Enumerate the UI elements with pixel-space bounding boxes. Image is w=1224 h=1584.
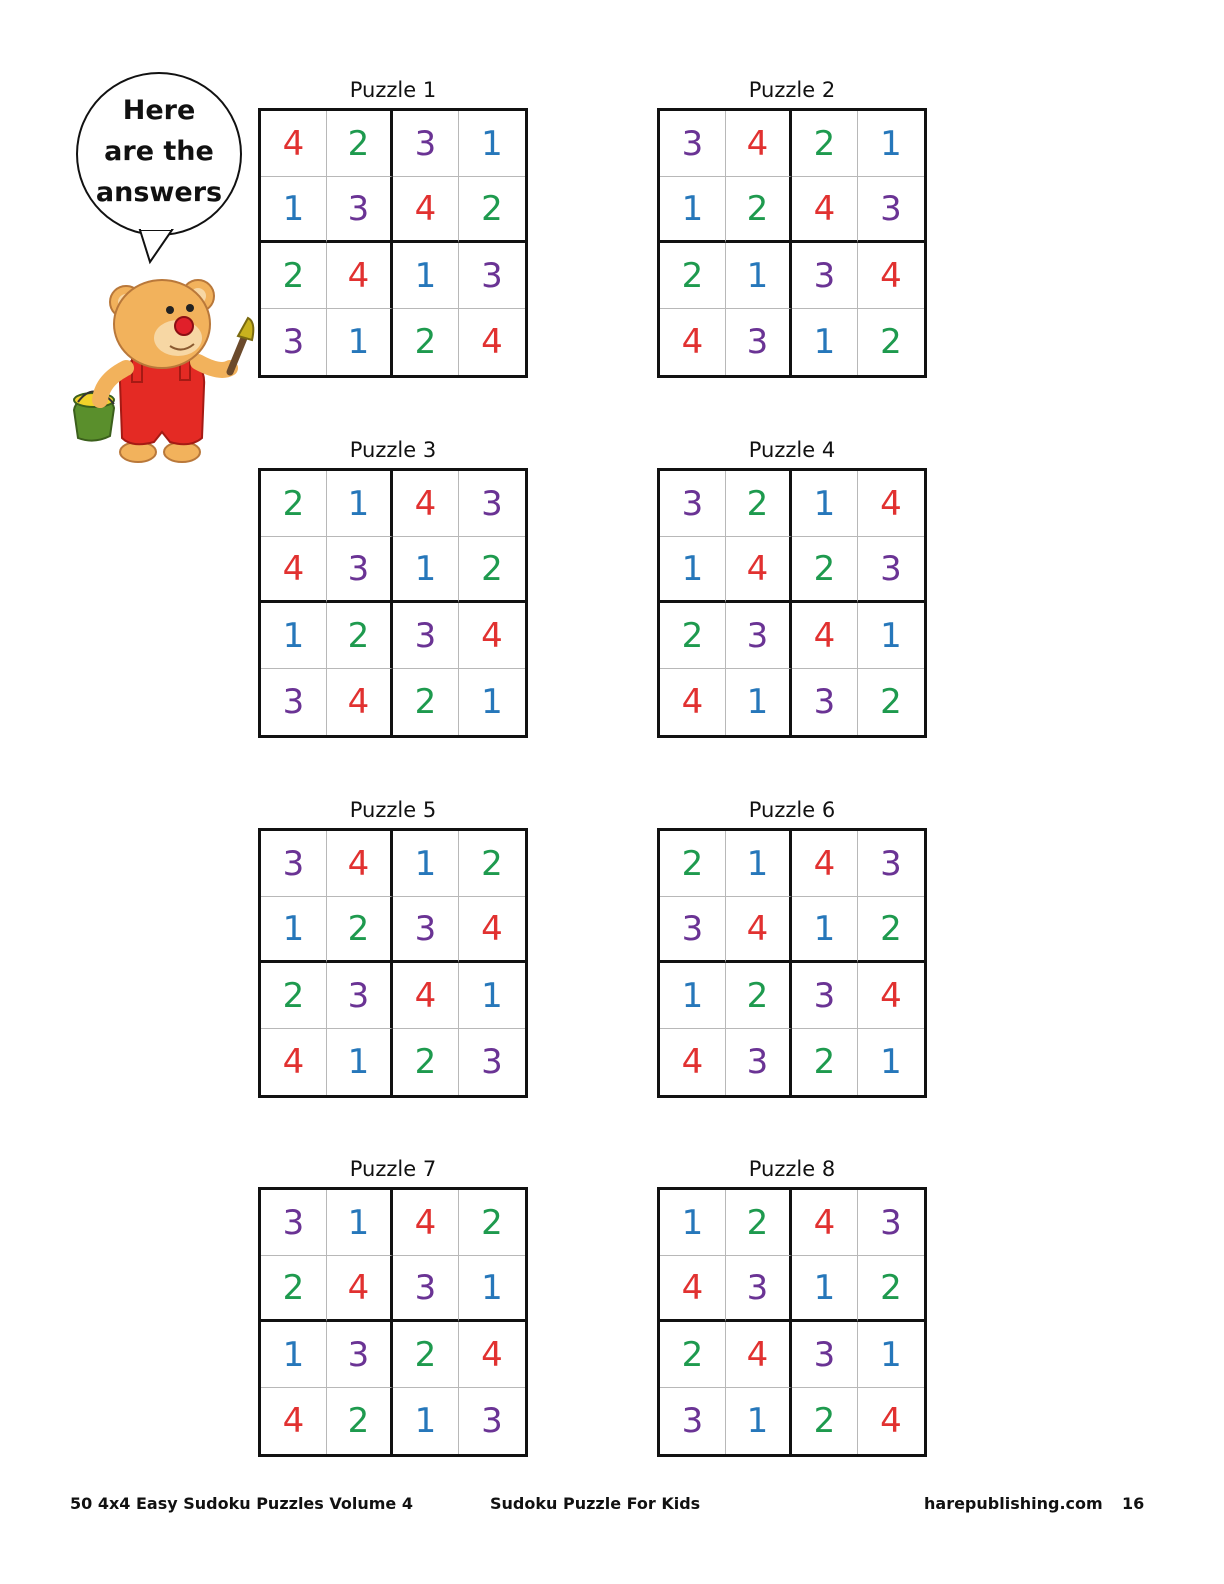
sudoku-grid xyxy=(657,468,927,738)
footer-book-title: 50 4x4 Easy Sudoku Puzzles Volume 4 xyxy=(70,1494,413,1513)
sudoku-grid xyxy=(258,828,528,1098)
puzzle-title: Puzzle 1 xyxy=(349,78,437,102)
grid-cell: 4 xyxy=(261,1388,327,1454)
grid-cell: 2 xyxy=(880,322,902,362)
grid-cell: 1 xyxy=(459,111,525,177)
grid-cell: 3 xyxy=(792,669,858,735)
grid-cell: 1 xyxy=(327,1029,393,1095)
grid-cell: 1 xyxy=(481,682,503,722)
grid-cell: 4 xyxy=(393,1190,459,1256)
grid-cell: 1 xyxy=(858,603,924,669)
grid-cell: 2 xyxy=(726,471,792,537)
grid-cell: 3 xyxy=(792,963,858,1029)
grid-cell: 4 xyxy=(327,1256,393,1322)
puzzle-title: Puzzle 2 xyxy=(748,78,836,102)
grid-cell: 2 xyxy=(261,471,327,537)
grid-cell: 1 xyxy=(792,1256,858,1322)
grid-cell: 2 xyxy=(327,897,393,963)
grid-cell: 1 xyxy=(660,1190,726,1256)
grid-cell: 2 xyxy=(459,177,525,243)
grid-cell: 3 xyxy=(327,177,393,243)
grid-cell: 2 xyxy=(660,1322,726,1388)
grid-cell: 2 xyxy=(393,309,459,375)
grid-cell: 2 xyxy=(459,831,525,897)
paintbrush-icon xyxy=(230,318,253,372)
grid-cell: 1 xyxy=(261,897,327,963)
grid-cell: 3 xyxy=(393,111,459,177)
grid-cell: 4 xyxy=(393,963,459,1029)
grid-cell: 3 xyxy=(261,309,327,375)
grid-cell: 1 xyxy=(726,243,792,309)
grid-cell: 3 xyxy=(261,669,327,735)
sudoku-grid xyxy=(657,1187,927,1457)
grid-cell: 3 xyxy=(459,243,525,309)
grid-cell: 2 xyxy=(393,1322,459,1388)
grid-cell: 4 xyxy=(261,111,327,177)
grid-cell: 4 xyxy=(393,471,459,537)
grid-cell: 3 xyxy=(660,111,726,177)
grid-cell: 4 xyxy=(327,243,393,309)
puzzle-title: Puzzle 5 xyxy=(349,798,437,822)
grid-cell: 3 xyxy=(261,1190,327,1256)
grid-cell: 4 xyxy=(792,603,858,669)
sudoku-grid xyxy=(258,468,528,738)
grid-cell: 1 xyxy=(726,669,792,735)
grid-cell: 1 xyxy=(660,177,726,243)
grid-cell: 4 xyxy=(726,1322,792,1388)
grid-cell: 1 xyxy=(858,111,924,177)
grid-cell: 4 xyxy=(726,897,792,963)
grid-cell: 1 xyxy=(261,177,327,243)
grid-cell: 3 xyxy=(858,1190,924,1256)
footer-series: Sudoku Puzzle For Kids xyxy=(490,1494,701,1513)
grid-cell: 4 xyxy=(792,831,858,897)
grid-cell: 3 xyxy=(393,897,459,963)
grid-cell: 3 xyxy=(261,831,327,897)
grid-cell: 4 xyxy=(459,897,525,963)
grid-cell: 2 xyxy=(660,243,726,309)
grid-cell: 1 xyxy=(792,897,858,963)
grid-cell: 4 xyxy=(858,963,924,1029)
grid-cell: 4 xyxy=(792,1190,858,1256)
grid-cell: 2 xyxy=(726,963,792,1029)
grid-cell: 2 xyxy=(261,963,327,1029)
grid-cell: 1 xyxy=(858,1322,924,1388)
grid-cell: 2 xyxy=(858,1256,924,1322)
grid-cell: 1 xyxy=(660,963,726,1029)
grid-cell: 4 xyxy=(327,669,393,735)
grid-cell: 3 xyxy=(459,471,525,537)
grid-cell: 4 xyxy=(261,1029,327,1095)
grid-cell: 4 xyxy=(726,537,792,603)
grid-cell: 1 xyxy=(880,1042,902,1082)
puzzle-title: Puzzle 8 xyxy=(748,1157,836,1181)
grid-cell: 3 xyxy=(858,177,924,243)
sudoku-grid xyxy=(258,108,528,378)
grid-cell: 1 xyxy=(261,1322,327,1388)
grid-cell: 2 xyxy=(393,1029,459,1095)
grid-cell: 4 xyxy=(261,537,327,603)
grid-cell: 3 xyxy=(660,897,726,963)
grid-cell: 2 xyxy=(792,1388,858,1454)
grid-cell: 2 xyxy=(261,243,327,309)
grid-cell: 4 xyxy=(660,1256,726,1322)
grid-cell: 2 xyxy=(261,1256,327,1322)
grid-cell: 2 xyxy=(660,831,726,897)
grid-cell: 1 xyxy=(393,831,459,897)
grid-cell: 2 xyxy=(327,111,393,177)
grid-cell: 2 xyxy=(726,177,792,243)
grid-cell: 1 xyxy=(792,471,858,537)
grid-cell: 3 xyxy=(393,603,459,669)
grid-cell: 2 xyxy=(393,669,459,735)
puzzle-title: Puzzle 6 xyxy=(748,798,836,822)
grid-cell: 1 xyxy=(459,1256,525,1322)
grid-cell: 2 xyxy=(792,1029,858,1095)
grid-cell: 1 xyxy=(327,309,393,375)
grid-cell: 3 xyxy=(481,1401,503,1441)
grid-cell: 2 xyxy=(792,111,858,177)
sudoku-grid xyxy=(657,828,927,1098)
sudoku-grid xyxy=(258,1187,528,1457)
grid-cell: 1 xyxy=(261,603,327,669)
grid-cell: 4 xyxy=(327,831,393,897)
teddy-bear-painter-icon xyxy=(70,262,270,472)
grid-cell: 3 xyxy=(792,1322,858,1388)
grid-cell: 3 xyxy=(660,1388,726,1454)
grid-cell: 3 xyxy=(726,1029,792,1095)
grid-cell: 3 xyxy=(393,1256,459,1322)
footer-page-number: 16 xyxy=(1122,1494,1145,1513)
grid-cell: 3 xyxy=(481,1042,503,1082)
grid-cell: 4 xyxy=(481,322,503,362)
grid-cell: 2 xyxy=(327,603,393,669)
grid-cell: 2 xyxy=(880,682,902,722)
puzzle-title: Puzzle 7 xyxy=(349,1157,437,1181)
grid-cell: 1 xyxy=(393,537,459,603)
grid-cell: 1 xyxy=(726,831,792,897)
grid-cell: 4 xyxy=(660,669,726,735)
grid-cell: 3 xyxy=(726,603,792,669)
grid-cell: 3 xyxy=(726,1256,792,1322)
grid-cell: 1 xyxy=(327,1190,393,1256)
grid-cell: 3 xyxy=(792,243,858,309)
grid-cell: 4 xyxy=(660,309,726,375)
grid-cell: 1 xyxy=(327,471,393,537)
grid-cell: 3 xyxy=(858,831,924,897)
grid-cell: 2 xyxy=(327,1388,393,1454)
grid-cell: 1 xyxy=(792,309,858,375)
speech-bubble-text: Here are the answers xyxy=(95,95,223,208)
grid-cell: 3 xyxy=(327,1322,393,1388)
grid-cell: 3 xyxy=(726,309,792,375)
grid-cell: 4 xyxy=(726,111,792,177)
grid-cell: 4 xyxy=(393,177,459,243)
puzzle-title: Puzzle 4 xyxy=(748,438,836,462)
grid-cell: 2 xyxy=(459,1190,525,1256)
grid-cell: 1 xyxy=(393,1388,459,1454)
grid-cell: 4 xyxy=(459,1322,525,1388)
sudoku-grid xyxy=(657,108,927,378)
grid-cell: 4 xyxy=(660,1029,726,1095)
grid-cell: 4 xyxy=(792,177,858,243)
grid-cell: 3 xyxy=(660,471,726,537)
grid-cell: 2 xyxy=(459,537,525,603)
grid-cell: 4 xyxy=(858,243,924,309)
grid-cell: 1 xyxy=(726,1388,792,1454)
puzzle-title: Puzzle 3 xyxy=(349,438,437,462)
grid-cell: 1 xyxy=(660,537,726,603)
grid-cell: 2 xyxy=(726,1190,792,1256)
grid-cell: 4 xyxy=(880,1401,902,1441)
grid-cell: 3 xyxy=(327,963,393,1029)
grid-cell: 4 xyxy=(858,471,924,537)
footer-website: harepublishing.com xyxy=(924,1494,1103,1513)
grid-cell: 3 xyxy=(327,537,393,603)
grid-cell: 3 xyxy=(858,537,924,603)
grid-cell: 1 xyxy=(459,963,525,1029)
grid-cell: 2 xyxy=(660,603,726,669)
grid-cell: 2 xyxy=(858,897,924,963)
grid-cell: 1 xyxy=(393,243,459,309)
grid-cell: 4 xyxy=(459,603,525,669)
grid-cell: 2 xyxy=(792,537,858,603)
